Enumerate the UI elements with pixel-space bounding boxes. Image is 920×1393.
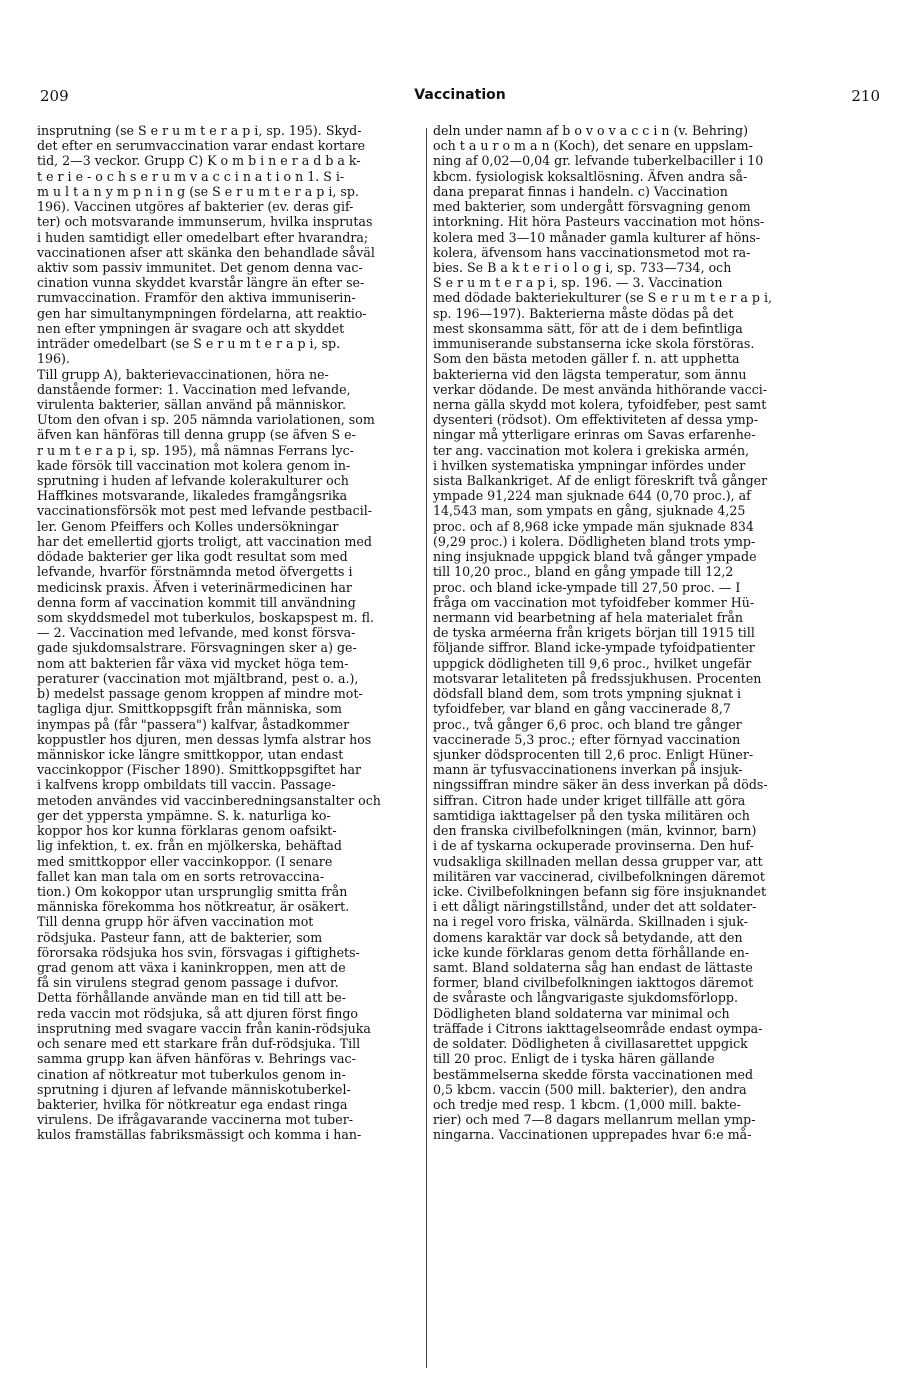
page-number-left: 209 [40,87,69,105]
text-line: fråga om vaccination mot tyfoidfeber kommer Hü- [433,594,755,610]
text-line: domens karaktär var dock så betydande, att den [433,929,743,945]
text-line: ningarna. Vaccinationen upprepades hvar 6:e må- [433,1127,752,1143]
text-line: bakterier, hvilka för nötkreatur ega endast ringa [37,1097,348,1112]
text-line: de tyska arméerna från krigets början till 1915 till [433,625,755,641]
text-line: få sin virulens stegrad genom passage i dufvor. [37,975,339,991]
text-line: inträder omedelbart (se S e r u m t e r a p i, sp. [37,336,341,352]
text-line: dödsfall bland dem, som trots ympning sjuknat i [433,686,742,702]
text-line: icke. Civilbefolkningen befann sig före insjuknandet [433,883,767,899]
text-line: dödade bakterier ger lika godt resultat som med [37,549,348,565]
text-line: sprutning i djuren af lefvande människotuberkel- [37,1081,351,1097]
text-line: b) medelst passage genom kroppen af mindre mot- [37,686,363,702]
text-line: fallet kan man tala om en sorts retrovaccina- [37,868,325,884]
text-line: r u m t e r a p i, sp. 195), må nämnas Ferrans lyc- [37,442,354,458]
text-line: — 2. Vaccination med lefvande, med konst försva- [37,625,356,641]
text-line: den franska civilbefolkningen (män, kvinnor, barn) [433,823,757,839]
text-line: dana preparat finnas i handeln. c) Vaccination [433,183,728,199]
text-line: har det emellertid gjorts troligt, att vaccination med [37,533,372,549]
text-line: Till grupp A), bakterievaccinationen, höra ne- [37,366,329,382]
text-line: ter) och motsvarande immunserum, hvilka insprutas [37,214,373,230]
text-line: dysenteri (rödsot). Om effektiviteten af dessa ymp- [433,412,758,428]
text-line: lig infektion, t. ex. från en mjölkerska, behäftad [37,838,342,854]
text-line: vudsakliga skillnaden mellan dessa grupper var, att [433,853,763,869]
text-line: koppustler hos djuren, men dessas lymfa alstrar hos [37,731,372,747]
text-line: 14,543 man, som ympats en gång, sjuknade 4,25 [433,503,746,519]
left-column [37,123,427,1368]
text-line: (9,29 proc.) i kolera. Dödligheten bland trots ymp- [433,533,756,549]
text-line: sp. 196—197). Bakterierna måste dödas på det [433,305,734,321]
right-column [433,123,825,1368]
running-title: Vaccination [414,87,506,103]
text-line: förorsaka rödsjuka hos svin, försvagas i giftighets- [37,944,360,960]
text-line: som skyddsmedel mot tuberkulos, boskapspest m. fl. [37,610,375,625]
text-line: inympas på (får "passera") kalfvar, åstadkommer [37,716,350,732]
text-line: 196). [37,351,70,367]
text-line: virulens. De ifrågavarande vaccinerna mot tuber- [37,1112,353,1128]
text-line: grad genom att växa i kaninkroppen, men att de [37,960,346,976]
text-line: tid, 2—3 veckor. Grupp C) K o m b i n e r a d b a k- [37,153,361,169]
text-line: Utom den ofvan i sp. 205 nämnda variolationen, som [37,412,375,428]
text-line: rödsjuka. Pasteur fann, att de bakterier, som [37,929,323,945]
text-line: kolera, äfvensom hans vaccinationsmetod mot ra- [433,244,751,260]
text-line: det efter en serumvaccination varar endast kortare [37,138,366,154]
text-line: cination af nötkreatur mot tuberkulos genom in- [37,1066,346,1082]
text-line: med smittkoppor eller vaccinkoppor. (I senare [37,853,333,869]
text-line: mest skonsamma sätt, för att de i dem befintliga [433,320,743,336]
text-line: rumvaccination. Framför den aktiva immuniserin- [37,290,356,306]
text-line: ympade 91,224 man sjuknade 644 (0,70 proc.), af [433,488,751,504]
text-line: sjunker dödsprocenten till 2,6 proc. Enligt Hüner- [433,746,754,762]
text-line: kolera med 3—10 månader gamla kulturer af höns- [433,229,761,245]
text-line: danstående former: 1. Vaccination med lefvande, [37,381,351,397]
text-line: Till denna grupp hör äfven vaccination mot [37,914,314,930]
text-line: vaccinerade 5,3 proc.; efter förnyad vaccination [433,731,741,747]
text-line: t e r i e - o c h s e r u m v a c c i n a t i o n 1. S i- [37,168,345,184]
text-line: koppor hos kor kunna förklaras genom oafsikt- [37,823,337,839]
text-line: kbcm. fysiologisk koksaltlösning. Äfven andra så- [433,168,748,184]
text-line: motsvarar letaliteten på fredssjukhusen. Procenten [433,670,762,686]
text-line: i huden samtidigt eller omedelbart efter hvarandra; [37,229,369,245]
text-line: bakterierna vid den lägsta temperatur, som ännu [433,366,747,382]
text-line: verkar dödande. De mest använda hithörande vacci- [433,381,768,397]
text-line: insprutning med svagare vaccin från kanin-rödsjuka [37,1020,371,1036]
text-line: uppgick dödligheten till 9,6 proc., hvilket ungefär [433,655,752,671]
text-line: kulos framställas fabriksmässigt och komma i han- [37,1127,362,1143]
text-line: i de af tyskarna ockuperade provinserna. Den huf- [433,838,754,854]
text-line: Dödligheten bland soldaterna var minimal och [433,1005,730,1021]
text-line: bies. Se B a k t e r i o l o g i, sp. 733—734, och [433,259,732,275]
text-line: i kalfvens kropp ombildats till vaccin. Passage- [37,777,336,793]
text-line: till 10,20 proc., bland en gång ympade till 12,2 [433,564,734,580]
column-divider [426,128,427,1368]
text-line: ning af 0,02—0,04 gr. lefvande tuberkelbaciller i 10 [433,153,764,169]
text-line: gen har simultanympningen fördelarna, att reaktio- [37,305,367,321]
text-line: former, bland civilbefolkningen iakttogos däremot [433,975,754,991]
text-line: gade sjukdomsalstrare. Försvagningen sker a) ge- [37,640,357,656]
text-line: vaccinationen afser att skänka den behandlade såväl [37,244,375,260]
text-line: proc. och af 8,968 icke ympade män sjuknade 834 [433,518,754,534]
text-line: ler. Genom Pfeiffers och Kolles undersökningar [37,518,339,534]
text-line: nerna gälla skydd mot kolera, tyfoidfeber, pest samt [433,396,767,412]
text-line: kade försök till vaccination mot kolera genom in- [37,457,351,473]
text-line: peraturer (vaccination mot mjältbrand, pest o. a.), [37,670,359,686]
text-line: metoden användes vid vaccinberedningsanstalter och [37,792,381,808]
text-line: träffade i Citrons iakttagelseområde endast oympa- [433,1020,763,1036]
text-line: människor icke längre smittkoppor, utan endast [37,746,344,762]
page-header [40,87,880,109]
text-line: 0,5 kbcm. vaccin (500 mill. bakterier), den andra [433,1081,747,1097]
text-line: mann är tyfusvaccinationens inverkan på insjuk- [433,762,743,778]
text-line: icke kunde förklaras genom detta förhållande en- [433,944,750,960]
text-line: ningar må ytterligare erinras om Savas erfarenhe- [433,427,756,443]
text-line: rier) och med 7—8 dagars mellanrum mellan ymp- [433,1112,756,1128]
text-line: och t a u r o m a n (Koch), det senare en uppslam- [433,138,753,154]
text-line: vaccinkoppor (Fischer 1890). Smittkoppsgiftet har [37,762,362,778]
text-line: människa förekomma hos nötkreatur, är osäkert. [37,899,350,915]
text-line: tagliga djur. Smittkoppsgift från människa, som [37,701,342,717]
text-line: medicinsk praxis. Äfven i veterinärmedicinen har [37,579,352,595]
text-line: bestämmelserna skedde första vaccinationen med [433,1066,754,1082]
text-line: samt. Bland soldaterna såg han endast de lättaste [433,960,753,976]
text-line: och senare med ett starkare från duf-rödsjuka. Till [37,1036,361,1052]
text-line: nen efter ympningen är svagare och att skyddet [37,320,345,336]
text-line: de svåraste och långvarigaste sjukdomsförlopp. [433,990,738,1006]
text-line: tyfoidfeber, var bland en gång vaccinerade 8,7 [433,701,731,717]
text-line: virulenta bakterier, sällan använd på människor. [37,396,346,412]
text-line: ningssiffran mindre säker än dess inverkan på döds- [433,777,768,793]
text-line: följande siffror. Bland icke-ympade tyfoidpatienter [433,640,755,656]
text-line: vaccinationsförsök mot pest med lefvande pestbacil- [37,503,373,519]
text-line: militären var vaccinerad, civilbefolkningen däremot [433,868,765,884]
text-line: i hvilken systematiska ympningar infördes under [433,457,746,473]
text-line: S e r u m t e r a p i, sp. 196. — 3. Vaccination [433,275,723,291]
text-line: med bakterier, som undergått försvagning genom [433,199,751,215]
text-line: äfven kan hänföras till denna grupp (se äfven S e- [37,427,356,443]
text-line: till 20 proc. Enligt de i tyska hären gällande [433,1051,715,1067]
text-line: aktiv som passiv immunitet. Det genom denna vac- [37,259,363,275]
text-line: ter ang. vaccination mot kolera i grekiska armén, [433,442,750,458]
text-line: Haffkines motsvarande, likaledes framgångsrika [37,488,348,504]
text-line: immuniserande substanserna icke skola förstöras. [433,336,755,352]
text-line: siffran. Citron hade under kriget tillfälle att göra [433,792,746,808]
text-line: intorkning. Hit höra Pasteurs vaccination mot höns- [433,214,765,230]
text-line: cination vunna skyddet kvarstår längre än efter se- [37,275,365,291]
text-line: och tredje med resp. 1 kbcm. (1,000 mill. bakte- [433,1097,741,1112]
text-line: samma grupp kan äfven hänföras v. Behrings vac- [37,1051,356,1067]
text-line: lefvande, hvarför förstnämnda metod öfvergetts i [37,564,353,580]
text-line: na i regel voro friska, välnärda. Skillnaden i sjuk- [433,914,748,930]
text-line: ger det yppersta ympämne. S. k. naturliga ko- [37,807,331,823]
page-number-right: 210 [851,87,880,105]
text-line: Som den bästa metoden gäller f. n. att upphetta [433,351,740,367]
text-line: tion.) Om kokoppor utan ursprunglig smitta från [37,883,348,899]
text-line: proc. och bland icke-ympade till 27,50 proc. — I [433,579,741,595]
text-line: Detta förhållande använde man en tid till att be- [37,990,346,1006]
text-line: med dödade bakteriekulturer (se S e r u m t e r a p i, [433,290,772,306]
text-line: ning insjuknade uppgick bland två gånger ympade [433,549,757,565]
text-line: sista Balkankriget. Af de enligt föreskrift två gånger [433,473,768,489]
text-line: i ett dåligt näringstillstånd, under det att soldater- [433,899,757,915]
text-line: sprutning i huden af lefvande kolerakulturer och [37,473,349,489]
text-line: proc., två gånger 6,6 proc. och bland tre gånger [433,716,742,732]
text-line: reda vaccin mot rödsjuka, så att djuren först fingo [37,1005,359,1021]
text-line: insprutning (se S e r u m t e r a p i, sp. 195). Skyd- [37,123,362,138]
text-line: nermann vid bearbetning af hela materialet från [433,610,744,625]
text-line: m u l t a n y m p n i n g (se S e r u m t e r a p i, sp. [37,183,359,199]
text-line: denna form af vaccination kommit till användning [37,594,356,610]
text-line: deln under namn af b o v o v a c c i n (v. Behring) [433,123,748,138]
text-line: de soldater. Dödligheten å civillasarettet uppgick [433,1036,748,1052]
text-line: 196). Vaccinen utgöres af bakterier (ev. deras gif- [37,199,354,215]
text-line: nom att bakterien får växa vid mycket höga tem- [37,655,349,671]
text-line: samtidiga iakttagelser på den tyska militären och [433,807,750,823]
